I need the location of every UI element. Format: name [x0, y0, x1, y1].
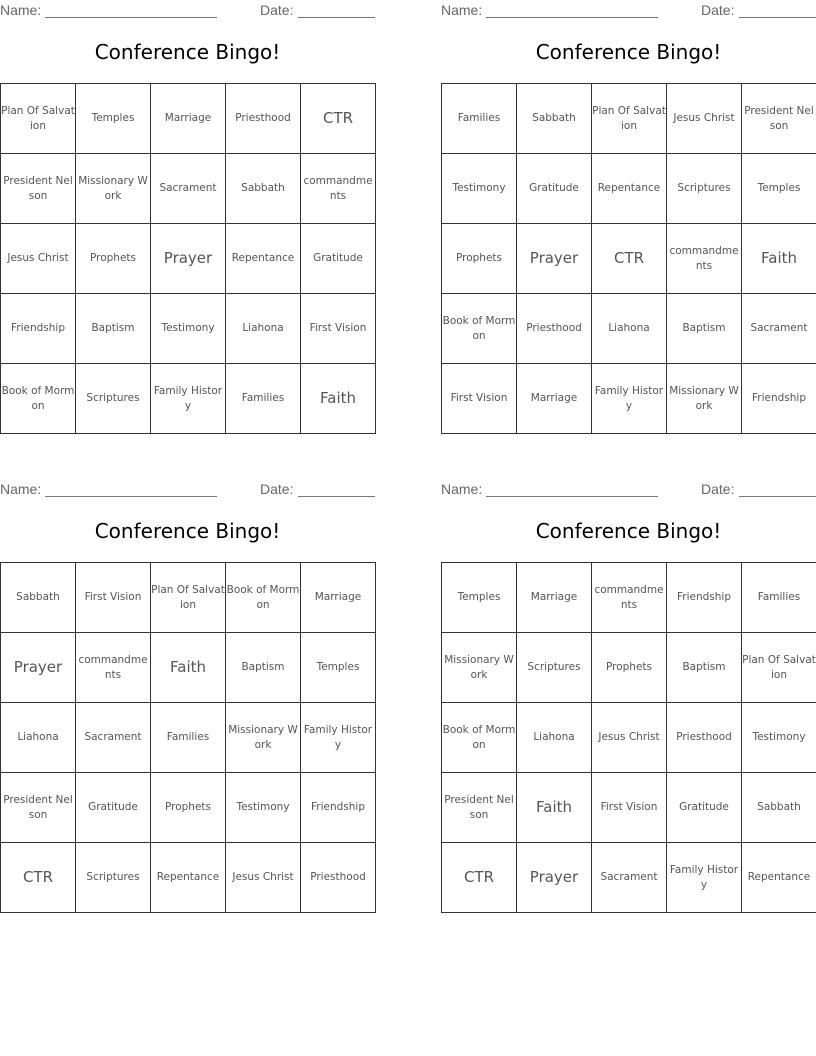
bingo-cell[interactable]: Missionary Work [667, 364, 742, 434]
bingo-row [1, 294, 376, 364]
bingo-cell[interactable]: Baptism [226, 633, 301, 703]
bingo-cell[interactable]: Faith [517, 773, 592, 843]
bingo-cell[interactable]: Scriptures [667, 154, 742, 224]
bingo-cell[interactable]: Missionary Work [226, 703, 301, 773]
date-line[interactable] [739, 496, 816, 497]
name-line[interactable] [486, 17, 658, 18]
bingo-cell[interactable]: Gratitude [517, 154, 592, 224]
bingo-row [1, 633, 376, 703]
bingo-cell[interactable]: Baptism [76, 294, 151, 364]
name-label: Name: [441, 2, 483, 18]
bingo-cell[interactable]: Friendship [667, 563, 742, 633]
bingo-cell[interactable]: Faith [742, 224, 816, 294]
bingo-cell[interactable]: Book of Mormon [442, 294, 517, 364]
bingo-cell[interactable]: Families [742, 563, 816, 633]
bingo-cell[interactable]: President Nelson [1, 773, 76, 843]
bingo-cell[interactable]: Plan Of Salvation [592, 84, 667, 154]
bingo-cell[interactable]: Scriptures [76, 843, 151, 913]
card-title: Conference Bingo! [535, 519, 722, 543]
bingo-cell[interactable]: First Vision [301, 294, 376, 364]
bingo-cell[interactable]: Marriage [151, 84, 226, 154]
card-title: Conference Bingo! [94, 519, 281, 543]
bingo-cell[interactable]: Family History [667, 843, 742, 913]
bingo-cell[interactable]: Jesus Christ [226, 843, 301, 913]
bingo-cell[interactable]: Sacrament [76, 703, 151, 773]
bingo-cell[interactable]: Prayer [517, 843, 592, 913]
bingo-cell[interactable]: Sabbath [226, 154, 301, 224]
bingo-cell[interactable]: Plan Of Salvation [151, 563, 226, 633]
bingo-cell[interactable]: Prophets [592, 633, 667, 703]
bingo-cell[interactable]: Sabbath [742, 773, 816, 843]
bingo-cell[interactable]: Missionary Work [76, 154, 151, 224]
bingo-cell[interactable]: Sacrament [151, 154, 226, 224]
bingo-cell[interactable]: Gratitude [667, 773, 742, 843]
date-label: Date: [701, 481, 735, 497]
bingo-row [442, 563, 816, 633]
bingo-cell[interactable]: Prayer [151, 224, 226, 294]
card-title: Conference Bingo! [535, 40, 722, 64]
name-line[interactable] [45, 17, 217, 18]
bingo-cell[interactable]: Testimony [226, 773, 301, 843]
bingo-cell[interactable]: commandments [592, 563, 667, 633]
name-label: Name: [0, 2, 42, 18]
bingo-grid [0, 562, 376, 913]
bingo-cell[interactable]: Missionary Work [442, 633, 517, 703]
bingo-cell[interactable]: CTR [1, 843, 76, 913]
bingo-row [442, 154, 816, 224]
name-date-row [441, 479, 816, 501]
bingo-cell[interactable]: Temples [76, 84, 151, 154]
bingo-grid [441, 562, 816, 913]
bingo-cell[interactable]: Repentance [742, 843, 816, 913]
bingo-cell[interactable]: Sacrament [592, 843, 667, 913]
bingo-cell[interactable]: Prophets [442, 224, 517, 294]
bingo-cell[interactable]: Gratitude [76, 773, 151, 843]
date-label: Date: [260, 481, 294, 497]
bingo-cell[interactable]: Sabbath [517, 84, 592, 154]
date-label: Date: [701, 2, 735, 18]
bingo-cell[interactable]: commandments [301, 154, 376, 224]
bingo-cell[interactable]: commandments [667, 224, 742, 294]
bingo-cell[interactable]: Testimony [442, 154, 517, 224]
bingo-cell[interactable]: First Vision [592, 773, 667, 843]
bingo-cell[interactable]: President Nelson [742, 84, 816, 154]
name-date-row [0, 479, 375, 501]
bingo-cell[interactable]: Families [226, 364, 301, 434]
bingo-row [442, 84, 816, 154]
bingo-cell[interactable]: CTR [442, 843, 517, 913]
bingo-cell[interactable]: Priesthood [517, 294, 592, 364]
bingo-row [442, 703, 816, 773]
bingo-cell[interactable]: President Nelson [442, 773, 517, 843]
bingo-cell[interactable]: First Vision [442, 364, 517, 434]
bingo-row [1, 224, 376, 294]
bingo-cell[interactable]: Families [151, 703, 226, 773]
bingo-cell[interactable]: CTR [301, 84, 376, 154]
bingo-cell[interactable]: Scriptures [517, 633, 592, 703]
bingo-cell[interactable]: Prophets [76, 224, 151, 294]
bingo-cell[interactable]: Marriage [301, 563, 376, 633]
bingo-cell[interactable]: Repentance [151, 843, 226, 913]
bingo-cell[interactable]: Family History [592, 364, 667, 434]
bingo-row [442, 843, 816, 913]
bingo-cell[interactable]: Faith [301, 364, 376, 434]
bingo-cell[interactable]: Repentance [226, 224, 301, 294]
name-label: Name: [441, 481, 483, 497]
bingo-cell[interactable]: Prayer [517, 224, 592, 294]
bingo-cell[interactable]: Book of Mormon [1, 364, 76, 434]
bingo-cell[interactable]: Faith [151, 633, 226, 703]
bingo-row [442, 364, 816, 434]
bingo-cell[interactable]: commandments [76, 633, 151, 703]
bingo-cell[interactable]: Family History [301, 703, 376, 773]
bingo-cell[interactable]: Marriage [517, 364, 592, 434]
name-line[interactable] [486, 496, 658, 497]
bingo-row [1, 154, 376, 224]
card-title: Conference Bingo! [94, 40, 281, 64]
bingo-cell[interactable]: Testimony [742, 703, 816, 773]
bingo-cell[interactable]: Book of Mormon [442, 703, 517, 773]
bingo-cell[interactable]: Jesus Christ [667, 84, 742, 154]
bingo-row [442, 294, 816, 364]
bingo-cell[interactable]: Families [442, 84, 517, 154]
bingo-cell[interactable]: President Nelson [1, 154, 76, 224]
bingo-cell[interactable]: Book of Mormon [226, 563, 301, 633]
bingo-grid [0, 83, 376, 434]
bingo-cell[interactable]: Prophets [151, 773, 226, 843]
bingo-cell[interactable]: Liahona [517, 703, 592, 773]
bingo-row [1, 843, 376, 913]
name-line[interactable] [45, 496, 217, 497]
bingo-cell[interactable]: Sacrament [742, 294, 816, 364]
bingo-cell[interactable]: Sabbath [1, 563, 76, 633]
bingo-cell[interactable]: Jesus Christ [592, 703, 667, 773]
bingo-cell[interactable]: Liahona [226, 294, 301, 364]
name-date-row [441, 0, 816, 22]
bingo-cell[interactable]: Marriage [517, 563, 592, 633]
bingo-row [442, 773, 816, 843]
bingo-cell[interactable]: Priesthood [667, 703, 742, 773]
bingo-row [442, 224, 816, 294]
bingo-cell[interactable]: Temples [301, 633, 376, 703]
bingo-cell[interactable]: Family History [151, 364, 226, 434]
name-date-row [0, 0, 375, 22]
date-line[interactable] [739, 17, 816, 18]
date-label: Date: [260, 2, 294, 18]
bingo-row [442, 633, 816, 703]
bingo-cell[interactable]: Prayer [1, 633, 76, 703]
bingo-row [1, 84, 376, 154]
bingo-cell[interactable]: Liahona [592, 294, 667, 364]
bingo-row [1, 703, 376, 773]
bingo-cell[interactable]: Jesus Christ [1, 224, 76, 294]
bingo-cell[interactable]: Priesthood [226, 84, 301, 154]
bingo-row [1, 563, 376, 633]
bingo-cell[interactable]: Temples [442, 563, 517, 633]
bingo-cell[interactable]: Friendship [301, 773, 376, 843]
bingo-cell[interactable]: Temples [742, 154, 816, 224]
bingo-cell[interactable]: Testimony [151, 294, 226, 364]
date-line[interactable] [298, 17, 375, 18]
bingo-cell[interactable]: Baptism [667, 633, 742, 703]
bingo-cell[interactable]: First Vision [76, 563, 151, 633]
bingo-cell[interactable]: Repentance [592, 154, 667, 224]
bingo-cell[interactable]: Gratitude [301, 224, 376, 294]
bingo-cell[interactable]: Priesthood [301, 843, 376, 913]
bingo-cell[interactable]: Friendship [742, 364, 816, 434]
bingo-grid [441, 83, 816, 434]
bingo-cell[interactable]: Baptism [667, 294, 742, 364]
bingo-cell[interactable]: CTR [592, 224, 667, 294]
bingo-cell[interactable]: Friendship [1, 294, 76, 364]
bingo-cell[interactable]: Scriptures [76, 364, 151, 434]
bingo-cell[interactable]: Plan Of Salvation [1, 84, 76, 154]
bingo-cell[interactable]: Liahona [1, 703, 76, 773]
bingo-cell[interactable]: Plan Of Salvation [742, 633, 816, 703]
bingo-row [1, 773, 376, 843]
bingo-row [1, 364, 376, 434]
name-label: Name: [0, 481, 42, 497]
date-line[interactable] [298, 496, 375, 497]
